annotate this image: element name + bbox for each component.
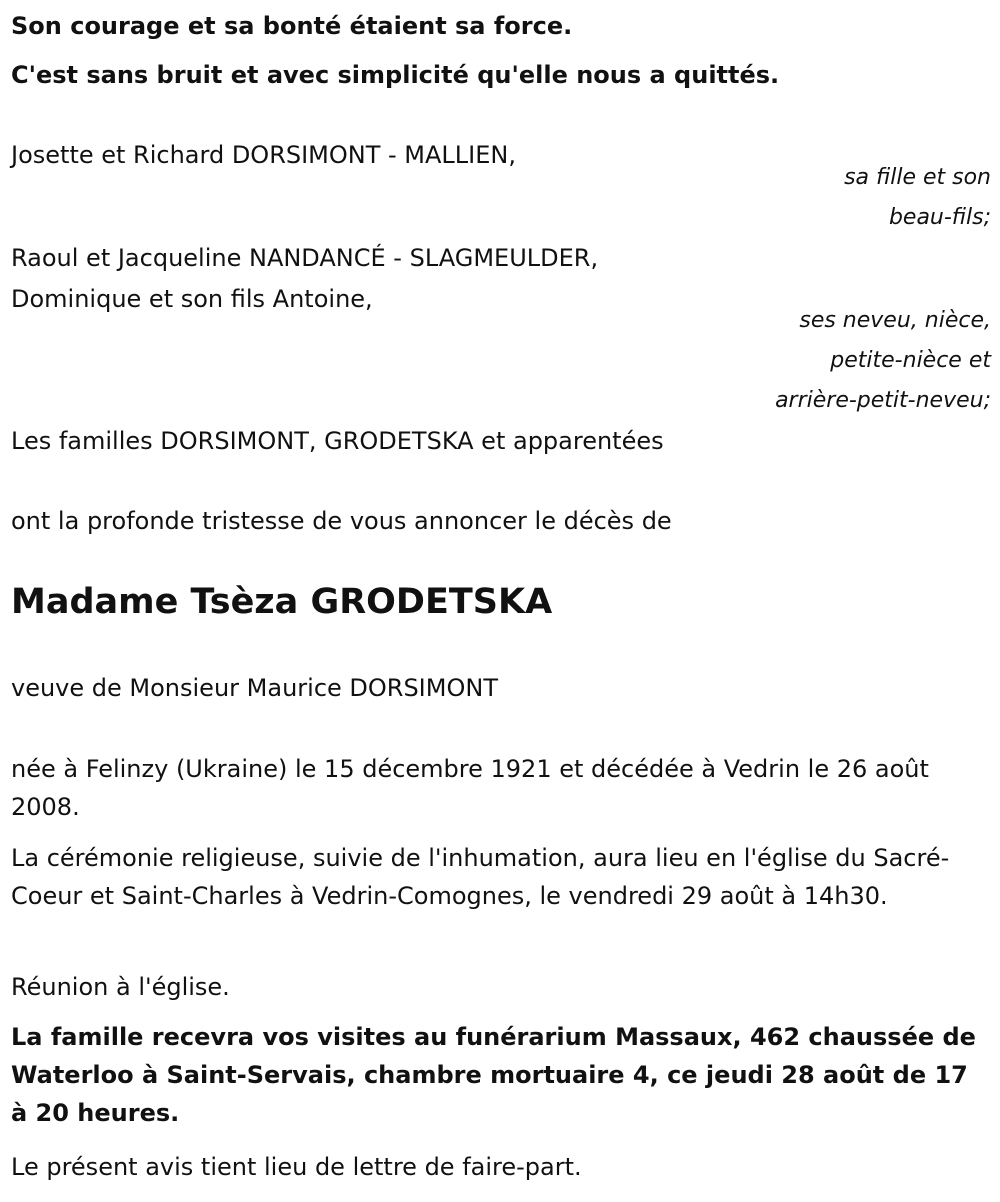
daughter-relation-2: beau-fils; xyxy=(888,205,991,230)
widow-of-line: veuve de Monsieur Maurice DORSIMONT xyxy=(11,674,498,702)
nephew-relation-2: petite-nièce et xyxy=(830,348,991,373)
deceased-name: Madame Tsèza GRODETSKA xyxy=(11,582,553,622)
footer-line: Le présent avis tient lieu de lettre de faire-part. xyxy=(11,1153,582,1181)
nephew-relation-1: ses neveu, nièce, xyxy=(799,308,991,333)
daughter-names: Josette et Richard DORSIMONT - MALLIEN, xyxy=(11,141,516,169)
families-line: Les familles DORSIMONT, GRODETSKA et apparentées xyxy=(11,427,664,455)
announcement-line: ont la profonde tristesse de vous annoncer le décès de xyxy=(11,507,672,535)
obituary-notice xyxy=(11,0,991,1202)
quote-line-1: Son courage et sa bonté étaient sa force. xyxy=(11,12,573,40)
nephew-relation-3: arrière-petit-neveu; xyxy=(775,388,991,413)
meeting-line: Réunion à l'église. xyxy=(11,973,230,1001)
quote-line-2: C'est sans bruit et avec simplicité qu'elle nous a quittés. xyxy=(11,61,780,89)
nephew-names-2: Dominique et son fils Antoine, xyxy=(11,285,373,313)
daughter-relation-1: sa fille et son xyxy=(844,165,991,190)
birth-death-paragraph: née à Felinzy (Ukraine) le 15 décembre 1921 et décédée à Vedrin le 26 août 2008. xyxy=(11,755,929,821)
ceremony-paragraph: La cérémonie religieuse, suivie de l'inhumation, aura lieu en l'église du Sacré-Coeur et Saint-Charles à Vedrin-Comognes, le vendredi 29 août à 14h30. xyxy=(11,844,950,910)
visits-paragraph: La famille recevra vos visites au funérarium Massaux, 462 chaussée de Waterloo à Saint-Servais, chambre mortuaire 4, ce jeudi 28 août de 17 à 20 heures. xyxy=(11,1023,976,1127)
nephew-names-1: Raoul et Jacqueline NANDANCÉ - SLAGMEULDER, xyxy=(11,244,599,272)
